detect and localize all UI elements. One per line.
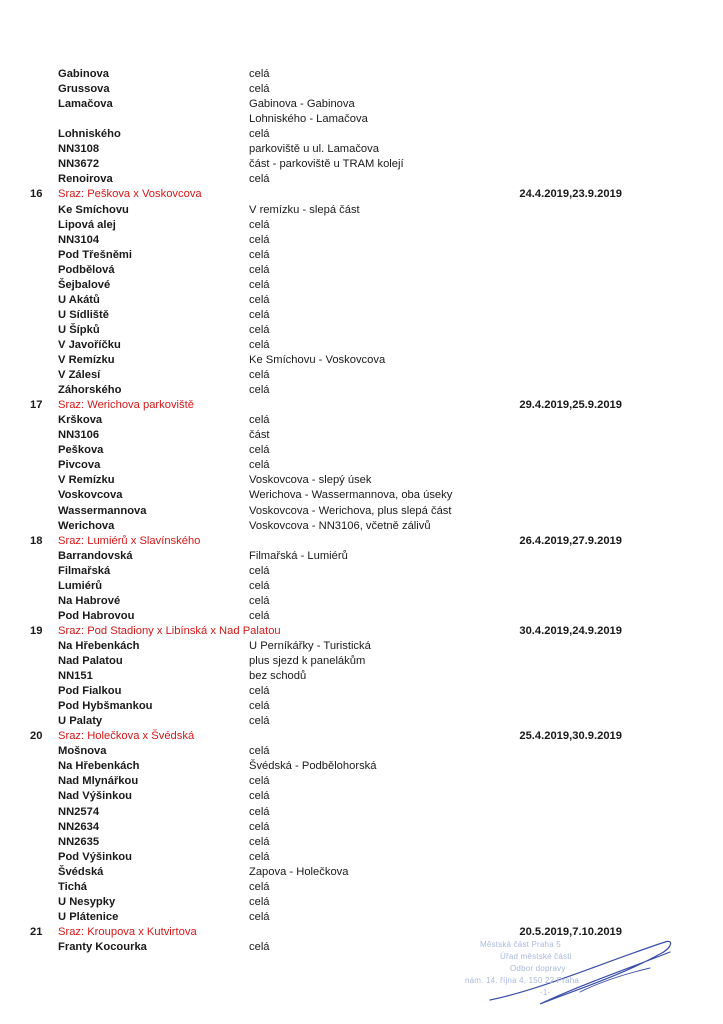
section-number: 16: [30, 188, 43, 201]
street-name: Nad Palatou: [58, 655, 123, 667]
street-extent: část - parkoviště u TRAM kolejí: [249, 158, 404, 171]
street-extent: celá: [249, 745, 270, 758]
street-extent: celá: [249, 338, 270, 351]
street-name: Wassermannova: [58, 504, 147, 517]
street-extent: V remízku - slepá část: [249, 203, 360, 216]
street-name: NN3104: [58, 233, 100, 246]
street-extent: celá: [249, 384, 270, 397]
street-row: [0, 880, 723, 895]
section-meeting-point: Sraz: Pod Stadiony x Libínská x Nad Palatou: [58, 624, 281, 637]
street-row: [0, 820, 723, 835]
street-row: [0, 714, 723, 729]
street-name: Werichova: [58, 519, 115, 532]
street-name: V Zálesí: [58, 369, 101, 381]
street-extent: celá: [249, 775, 270, 788]
street-row: [0, 127, 723, 142]
street-name: Pod Fialkou: [58, 685, 122, 698]
stamp-line: Úřad městské části: [500, 952, 572, 961]
street-name: Lamačova: [58, 98, 113, 111]
section-meeting-point: Sraz: Werichova parkoviště: [58, 399, 194, 412]
section-header-row: [0, 624, 723, 639]
stamp-line: Odbor dopravy: [510, 964, 566, 973]
street-extent: celá: [249, 459, 270, 472]
stamp-line: nám. 14. října 4, 150 22 Praha: [465, 976, 580, 985]
street-row: [0, 383, 723, 398]
street-row: [0, 594, 723, 609]
street-row: [0, 308, 723, 323]
street-extent: celá: [249, 233, 270, 246]
section-header-row: [0, 187, 723, 202]
street-name: NN2635: [58, 835, 100, 848]
street-name: Lohniského: [58, 128, 121, 141]
street-extent: Filmařská - Lumiérů: [249, 549, 348, 562]
street-extent: Werichova - Wassermannova, oba úseky: [249, 489, 453, 502]
section-dates: 26.4.2019,27.9.2019: [519, 534, 622, 547]
street-extent: celá: [249, 895, 270, 908]
street-name: Franty Kocourka: [58, 940, 147, 953]
street-row: [0, 112, 723, 127]
street-name: V Javoříčku: [58, 338, 121, 351]
street-row: [0, 609, 723, 624]
street-extent: celá: [249, 173, 270, 186]
street-row: [0, 233, 723, 248]
street-name: Na Hřebenkách: [58, 760, 140, 773]
street-row: [0, 549, 723, 564]
street-row: [0, 669, 723, 684]
street-name: Krškova: [58, 414, 103, 427]
street-row: [0, 368, 723, 383]
section-meeting-point: Sraz: Holečkova x Švédská: [58, 730, 195, 743]
street-row: [0, 519, 723, 534]
street-row: [0, 910, 723, 925]
street-extent: celá: [249, 594, 270, 607]
street-name: U Šípků: [58, 323, 100, 336]
street-extent: Voskovcova - NN3106, včetně zálivů: [249, 519, 431, 532]
street-extent: celá: [249, 910, 270, 923]
section-number: 19: [30, 624, 43, 637]
street-name: U Plátenice: [58, 910, 119, 923]
street-name: Mošnova: [58, 745, 107, 758]
street-name: U Akátů: [58, 293, 100, 306]
street-extent: celá: [249, 700, 270, 713]
section-header-row: [0, 729, 723, 744]
street-row: [0, 263, 723, 278]
street-extent: plus sjezd k panelákům: [249, 655, 366, 667]
street-name: U Sídliště: [58, 308, 109, 321]
street-name: Tichá: [58, 880, 88, 893]
street-extent: celá: [249, 218, 270, 231]
street-extent: celá: [249, 278, 270, 291]
street-name: Pod Hybšmankou: [58, 700, 153, 713]
street-name: V Remízku: [58, 474, 115, 487]
street-extent: celá: [249, 293, 270, 306]
section-dates: 20.5.2019,7.10.2019: [519, 925, 622, 938]
street-row: [0, 488, 723, 503]
street-name: NN2574: [58, 805, 100, 818]
street-extent: Zapova - Holečkova: [249, 865, 349, 878]
street-extent: celá: [249, 308, 270, 321]
street-row: [0, 850, 723, 865]
street-row: [0, 323, 723, 338]
street-extent: celá: [249, 940, 270, 953]
street-extent: celá: [249, 128, 270, 141]
street-name: U Nesypky: [58, 895, 116, 908]
street-row: [0, 699, 723, 714]
street-row: [0, 744, 723, 759]
section-number: 20: [30, 730, 43, 743]
street-row: [0, 428, 723, 443]
street-name: NN3108: [58, 143, 100, 156]
street-row: [0, 835, 723, 850]
street-name: Ke Smíchovu: [58, 203, 129, 216]
street-extent: celá: [249, 83, 270, 95]
street-row: [0, 248, 723, 263]
street-name: NN151: [58, 670, 93, 682]
street-name: NN3106: [58, 429, 100, 442]
street-name: Renoirova: [58, 173, 113, 186]
street-row: [0, 97, 723, 112]
street-name: Šejbalové: [58, 278, 111, 291]
street-extent: bez schodů: [249, 670, 307, 682]
street-extent: Voskovcova - Werichova, plus slepá část: [249, 504, 452, 517]
street-row: [0, 413, 723, 428]
street-extent: Voskovcova - slepý úsek: [249, 474, 372, 487]
street-row: [0, 759, 723, 774]
street-name: Voskovcova: [58, 489, 123, 502]
street-name: U Palaty: [58, 715, 103, 728]
stamp-line: Městská část Praha 5: [480, 940, 561, 949]
street-extent: celá: [249, 609, 270, 622]
street-extent: celá: [249, 564, 270, 577]
street-extent: celá: [249, 444, 270, 457]
street-name: Pod Habrovou: [58, 609, 135, 622]
street-row: [0, 443, 723, 458]
street-extent: Gabinova - Gabinova: [249, 98, 355, 111]
street-row: [0, 172, 723, 187]
stamp-line: -1-: [540, 988, 551, 997]
street-row: [0, 654, 723, 669]
street-name: Peškova: [58, 444, 104, 457]
office-stamp: [460, 930, 700, 1020]
street-row: [0, 504, 723, 519]
street-extent: celá: [249, 850, 270, 863]
street-extent: celá: [249, 414, 270, 427]
street-extent: celá: [249, 369, 270, 381]
street-extent: parkoviště u ul. Lamačova: [249, 143, 379, 156]
street-extent: Ke Smíchovu - Voskovcova: [249, 353, 386, 366]
street-name: Barrandovská: [58, 549, 133, 562]
section-header-row: [0, 534, 723, 549]
section-dates: 30.4.2019,24.9.2019: [519, 624, 622, 637]
section-number: 17: [30, 399, 43, 412]
street-name: Pod Výšinkou: [58, 850, 132, 863]
street-name: Na Habrové: [58, 594, 121, 607]
street-name: Nad Výšinkou: [58, 790, 132, 803]
street-row: [0, 278, 723, 293]
street-row: [0, 895, 723, 910]
street-row: [0, 564, 723, 579]
street-row: [0, 458, 723, 473]
street-extent: celá: [249, 820, 270, 833]
section-dates: 24.4.2019,23.9.2019: [519, 188, 622, 201]
street-extent: celá: [249, 579, 270, 592]
street-extent: Švédská - Podbělohorská: [249, 760, 377, 773]
street-row: [0, 157, 723, 172]
street-extent: celá: [249, 880, 270, 893]
street-row: [0, 865, 723, 880]
street-extent: celá: [249, 263, 270, 276]
street-extent: celá: [249, 68, 270, 80]
street-row: [0, 203, 723, 218]
street-row: [0, 579, 723, 594]
section-meeting-point: Sraz: Lumiérů x Slavínského: [58, 534, 201, 547]
street-name: Grussova: [58, 83, 110, 95]
street-name: Švédská: [58, 865, 104, 878]
street-row: [0, 82, 723, 97]
street-extent: celá: [249, 835, 270, 848]
street-row: [0, 774, 723, 789]
street-row: [0, 142, 723, 157]
street-extent: celá: [249, 323, 270, 336]
section-header-row: [0, 398, 723, 413]
street-name: Gabinova: [58, 68, 109, 80]
street-name: Nad Mlynářkou: [58, 775, 139, 788]
street-extent: celá: [249, 805, 270, 818]
street-name: Pivcova: [58, 459, 101, 472]
section-dates: 29.4.2019,25.9.2019: [519, 399, 622, 412]
street-name: Podbělová: [58, 263, 115, 276]
section-meeting-point: Sraz: Kroupova x Kutvirtova: [58, 925, 197, 938]
street-name: NN2634: [58, 820, 100, 833]
street-extent: celá: [249, 790, 270, 803]
street-name: Pod Třešněmi: [58, 248, 132, 261]
street-extent: U Perníkářky - Turistická: [249, 639, 371, 652]
street-row: [0, 789, 723, 804]
street-name: Filmařská: [58, 564, 111, 577]
street-row: [0, 805, 723, 820]
street-row: [0, 293, 723, 308]
street-name: Lumiérů: [58, 579, 103, 592]
street-extent: celá: [249, 685, 270, 698]
section-number: 21: [30, 925, 43, 938]
street-row: [0, 353, 723, 368]
street-name: Lipová alej: [58, 218, 116, 231]
street-row: [0, 67, 723, 82]
street-row: [0, 473, 723, 488]
street-extent: celá: [249, 715, 270, 728]
street-row: [0, 639, 723, 654]
section-number: 18: [30, 534, 43, 547]
street-extent: část: [249, 429, 270, 442]
street-row: [0, 338, 723, 353]
section-meeting-point: Sraz: Peškova x Voskovcova: [58, 188, 202, 201]
street-extent: celá: [249, 248, 270, 261]
street-extent: Lohniského - Lamačova: [249, 113, 368, 126]
street-name: Záhorského: [58, 384, 122, 397]
street-name: V Remízku: [58, 353, 115, 366]
section-dates: 25.4.2019,30.9.2019: [519, 730, 622, 743]
street-row: [0, 218, 723, 233]
street-row: [0, 684, 723, 699]
street-name: Na Hřebenkách: [58, 639, 140, 652]
street-name: NN3672: [58, 158, 100, 171]
